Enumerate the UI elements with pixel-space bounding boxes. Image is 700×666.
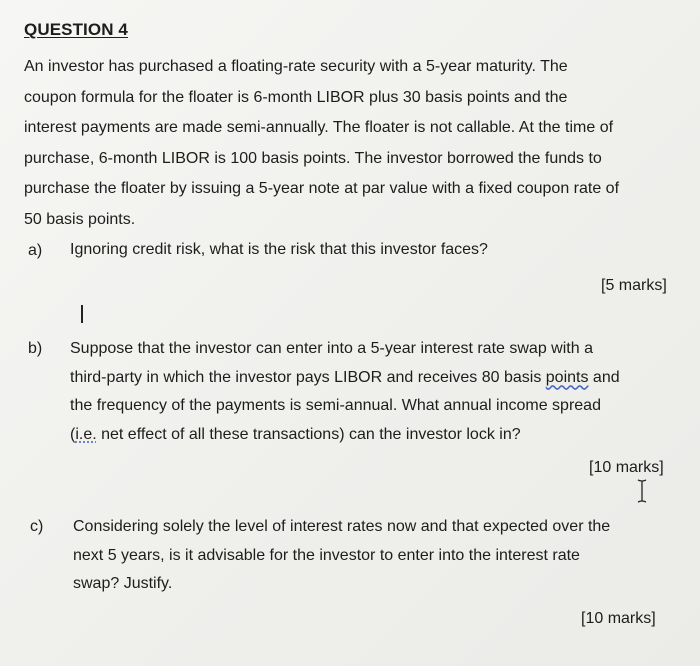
part-b-line: third-party in which the investor pays LIBOR and receives 80 basis points and [70,368,620,386]
part-c-letter: c) [30,518,44,535]
ibeam-cursor-icon [636,479,648,503]
spellcheck-word: points [545,368,589,386]
question-title: QUESTION 4 [24,20,128,39]
spellcheck-word: i.e. [75,425,97,443]
intro-line: 50 basis points. [24,210,136,228]
part-c-marks: [10 marks] [581,610,656,627]
part-a-marks: [5 marks] [601,277,667,294]
part-a-line: Ignoring credit risk, what is the risk that this investor faces? [70,241,488,258]
part-b-line: the frequency of the payments is semi-annual. What annual income spread [70,397,601,414]
part-c-line: swap? Justify. [73,575,173,592]
part-a-text [70,236,488,265]
intro-line: An investor has purchased a floating-rate security with a 5-year maturity. The [24,58,568,75]
part-b-marks: [10 marks] [589,459,664,476]
part-c-text [73,513,610,599]
part-c-line: Considering solely the level of interest rates now and that expected over the [73,518,611,535]
intro-line: coupon formula for the floater is 6-month LIBOR plus 30 basis points and the [24,88,568,106]
part-b-letter: b) [28,340,43,357]
text-cursor-icon [81,305,83,323]
question-intro [24,52,684,235]
part-b-text [70,335,620,449]
intro-line: interest payments are made semi-annually. The floater is not callable. At the time of [24,119,614,136]
part-b-line: Suppose that the investor can enter into a 5-year interest rate swap with a [70,340,593,357]
part-a-letter: a) [28,242,43,259]
intro-line: purchase the floater by issuing a 5-year note at par value with a fixed coupon rate of [24,180,620,197]
part-c-line: next 5 years, is it advisable for the investor to enter into the interest rate [73,546,580,564]
intro-line: purchase, 6-month LIBOR is 100 basis points. The investor borrowed the funds to [24,149,602,167]
part-b-line: (i.e. net effect of all these transactions) can the investor lock in? [70,425,521,443]
